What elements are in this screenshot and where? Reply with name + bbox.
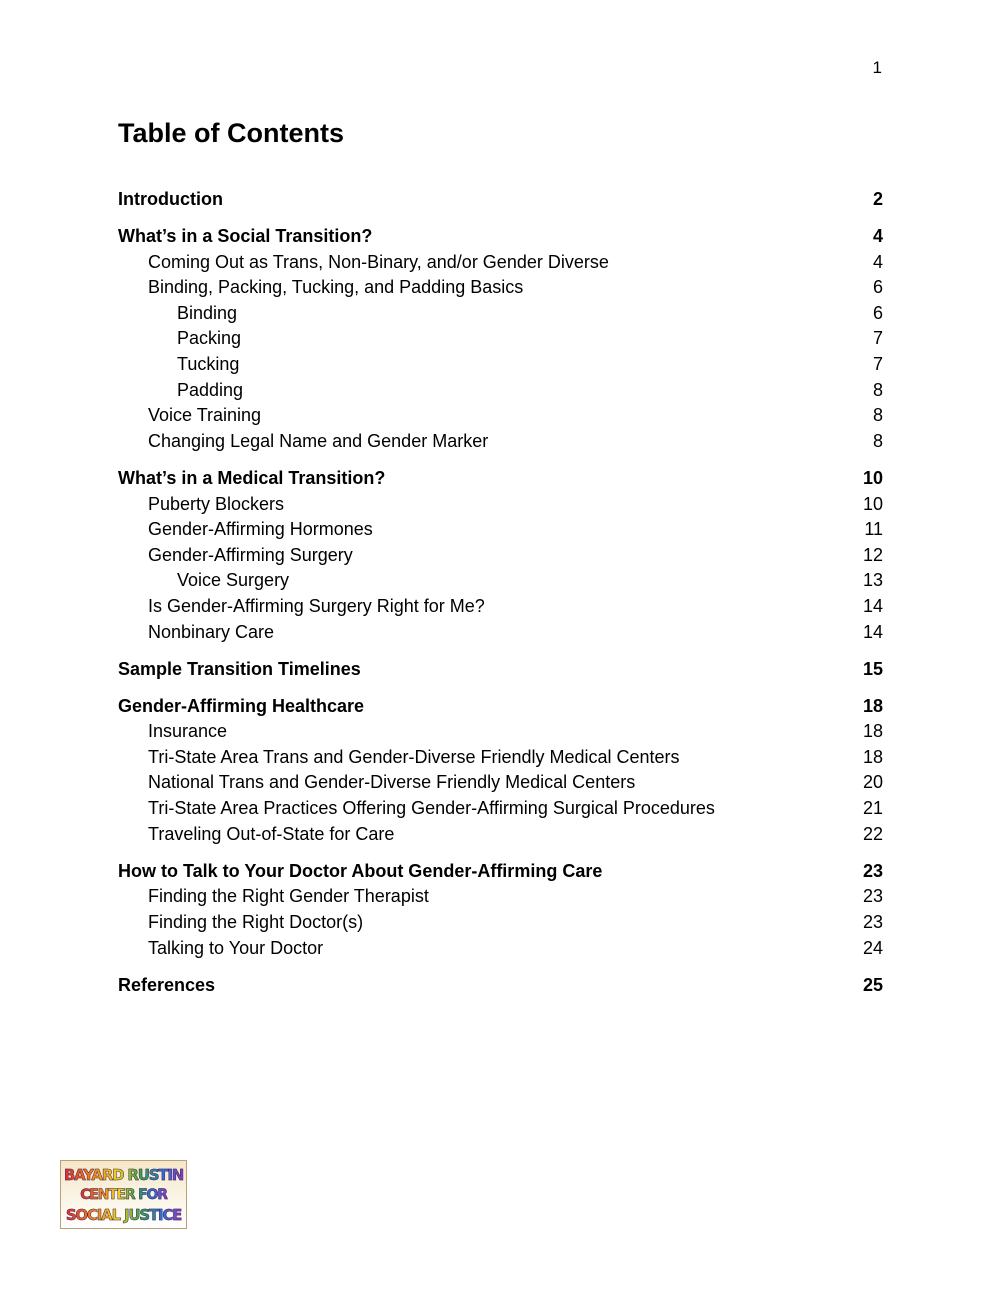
- toc-entry[interactable]: [118, 466, 883, 492]
- toc-entry[interactable]: [118, 745, 883, 771]
- toc-entry[interactable]: [118, 859, 883, 885]
- toc-entry-label: What’s in a Medical Transition?: [118, 467, 386, 488]
- toc-entry[interactable]: [118, 403, 883, 429]
- toc-entry[interactable]: [118, 936, 883, 962]
- toc-entry[interactable]: [118, 326, 883, 352]
- toc-entry[interactable]: [118, 657, 883, 683]
- toc-entry-page: 7: [872, 328, 883, 349]
- toc-entry-page: 13: [862, 570, 883, 591]
- toc-entry-page: 2: [872, 189, 883, 209]
- logo-line: CENTER FOR: [80, 1186, 167, 1203]
- toc-entry-page: 15: [862, 658, 883, 679]
- toc-entry-page: 7: [872, 354, 883, 375]
- toc-entry-page: 4: [872, 226, 883, 247]
- toc-entry-page: 14: [862, 595, 883, 616]
- toc-entry-label: Voice Training: [148, 405, 262, 426]
- toc-section: [118, 657, 883, 683]
- toc-entry[interactable]: [118, 543, 883, 569]
- toc-entry-label: Sample Transition Timelines: [118, 658, 361, 679]
- toc-entry-label: Traveling Out-of-State for Care: [148, 823, 395, 844]
- toc-entry-page: 18: [862, 721, 883, 742]
- toc-section: [118, 224, 883, 454]
- toc-entry[interactable]: [118, 884, 883, 910]
- toc-entry-label: Is Gender-Affirming Surgery Right for Me?: [148, 595, 485, 616]
- toc-entry-label: Gender-Affirming Hormones: [148, 519, 373, 540]
- toc-entry-page: 8: [872, 430, 883, 451]
- page-number: 1: [872, 58, 882, 77]
- toc-entry-label: Puberty Blockers: [148, 493, 285, 514]
- organization-logo: [60, 1160, 187, 1229]
- toc-entry-label: Finding the Right Gender Therapist: [148, 886, 429, 907]
- toc-entry[interactable]: [118, 250, 883, 276]
- toc-entry-page: 14: [862, 621, 883, 642]
- toc-section: [118, 859, 883, 961]
- toc-entry-page: 8: [872, 405, 883, 426]
- toc-entry-page: 10: [862, 467, 883, 488]
- toc-entry-page: 22: [862, 823, 883, 844]
- toc-entry-page: 10: [862, 493, 883, 514]
- toc-entry[interactable]: [118, 719, 883, 745]
- toc-section: [118, 973, 883, 999]
- toc-entry-page: 6: [872, 277, 883, 298]
- toc-entry[interactable]: [118, 224, 883, 250]
- toc-entry[interactable]: [118, 187, 883, 213]
- toc-entry-page: 24: [862, 937, 883, 958]
- toc-entry-label: Nonbinary Care: [148, 621, 275, 642]
- toc-entry-page: 4: [872, 251, 883, 272]
- toc-entry-page: 20: [862, 772, 883, 793]
- toc-entry[interactable]: [118, 770, 883, 796]
- toc-entry-label: Finding the Right Doctor(s): [148, 911, 364, 932]
- toc-entry-label: Tri-State Area Trans and Gender-Diverse Friendly Medical Centers: [148, 746, 680, 767]
- toc-entry[interactable]: [118, 796, 883, 822]
- toc-entry-page: 25: [862, 974, 883, 995]
- toc-entry-label: Insurance: [148, 721, 228, 742]
- toc-entry-page: 21: [862, 798, 883, 819]
- toc-entry-label: Gender-Affirming Healthcare: [118, 695, 365, 716]
- toc-entry-label: Voice Surgery: [177, 570, 290, 591]
- toc-entry-label: Introduction: [118, 189, 223, 209]
- toc-entry-page: 12: [862, 544, 883, 565]
- toc-entry-page: 23: [862, 860, 883, 881]
- toc-entry-page: 11: [864, 519, 883, 540]
- toc-entry-label: Coming Out as Trans, Non-Binary, and/or Gender Diverse: [148, 251, 609, 272]
- toc-entry-page: 18: [862, 746, 883, 767]
- toc-entry-label: References: [118, 974, 216, 995]
- toc-section: [118, 466, 883, 645]
- toc-section: [118, 694, 883, 848]
- page-title: Table of Contents: [118, 118, 344, 148]
- toc-entry-label: How to Talk to Your Doctor About Gender-Affirming Care: [118, 860, 603, 881]
- table-of-contents: [118, 187, 883, 1010]
- toc-entry[interactable]: [118, 301, 883, 327]
- toc-entry[interactable]: [118, 492, 883, 518]
- logo-line: SOCIAL JUSTICE: [65, 1205, 182, 1224]
- toc-entry[interactable]: [118, 694, 883, 720]
- toc-entry-label: Tri-State Area Practices Offering Gender-Affirming Surgical Procedures: [148, 798, 715, 819]
- toc-entry[interactable]: [118, 973, 883, 999]
- toc-entry[interactable]: [118, 822, 883, 848]
- toc-entry-page: 6: [872, 302, 883, 323]
- toc-entry-label: Binding, Packing, Tucking, and Padding Basics: [148, 277, 524, 298]
- toc-entry[interactable]: [118, 352, 883, 378]
- toc-entry-page: 23: [862, 886, 883, 907]
- toc-entry[interactable]: [118, 378, 883, 404]
- toc-entry-page: 8: [872, 379, 883, 400]
- toc-entry-label: Tucking: [177, 354, 240, 375]
- toc-entry-page: 23: [862, 911, 883, 932]
- toc-entry-label: Talking to Your Doctor: [148, 937, 324, 958]
- toc-section: [118, 187, 883, 213]
- toc-entry-page: 18: [862, 695, 883, 716]
- toc-entry-label: What’s in a Social Transition?: [118, 226, 373, 247]
- toc-entry-label: Packing: [177, 328, 242, 349]
- toc-entry[interactable]: [118, 429, 883, 455]
- toc-entry-label: Padding: [177, 379, 244, 400]
- toc-entry[interactable]: [118, 594, 883, 620]
- toc-entry[interactable]: [118, 275, 883, 301]
- toc-entry-label: Binding: [177, 302, 238, 323]
- toc-entry-label: Changing Legal Name and Gender Marker: [148, 430, 489, 451]
- toc-entry[interactable]: [118, 910, 883, 936]
- toc-entry-label: National Trans and Gender-Diverse Friendly Medical Centers: [148, 772, 636, 793]
- toc-entry[interactable]: [118, 620, 883, 646]
- toc-entry[interactable]: [118, 568, 883, 594]
- logo-line: BAYARD RUSTIN: [63, 1165, 184, 1184]
- toc-entry-label: Gender-Affirming Surgery: [148, 544, 353, 565]
- toc-entry[interactable]: [118, 517, 883, 543]
